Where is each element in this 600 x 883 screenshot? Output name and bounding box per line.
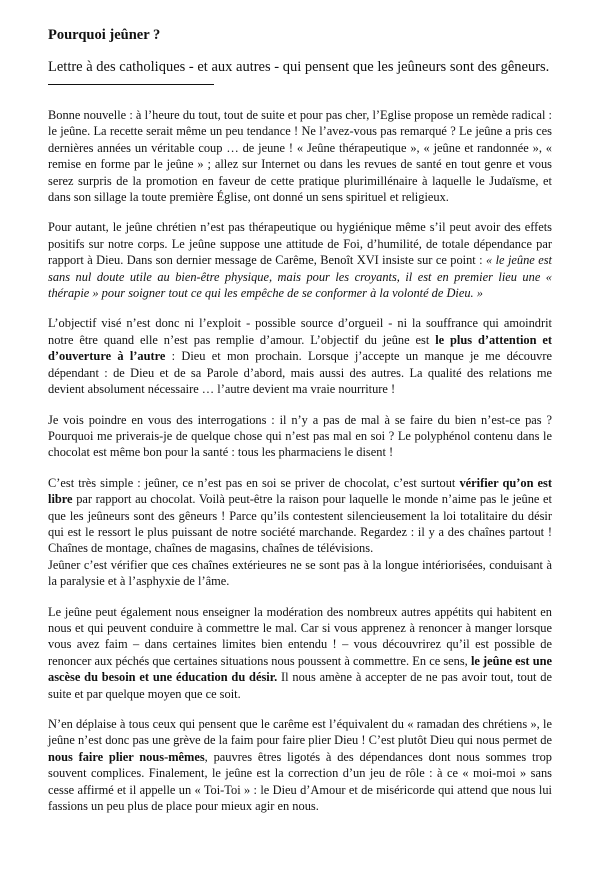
paragraph-5	[48, 475, 552, 557]
document-subtitle: Lettre à des catholiques - et aux autres - qui pensent que les jeûneurs sont des gêneurs.	[48, 59, 550, 75]
paragraph-7-text-b: , pauvres êtres ligotés à des dépendances dont nous sommes trop souvent complices. Finalement, le jeûne est la correction d’un jeu de rôle : à ce « moi-moi » sans cesse affirmé et il appelle un « Toi-Toi » : le Dieu d’Amour et de miséricorde qui attend que nous lui fassions un peu plus de place pour mieux agir en nous.	[48, 749, 552, 814]
paragraph-5-text-a: C’est très simple : jeûner, ce n’est pas en soi se priver de chocolat, c’est surtout	[48, 475, 460, 490]
paragraph-5-continuation: Jeûner c’est vérifier que ces chaînes extérieures ne se sont pas à la longue intériorisées, conduisant à la paralysie et à l’asphyxie de l’âme.	[48, 557, 552, 589]
paragraph-7	[48, 716, 552, 814]
paragraph-4: Je vois poindre en vous des interrogations : il n’y a pas de mal à se faire du bien n’est-ce pas ? Pourquoi me priverais-je de quelque chose qui n’est pas mal en soi ? Le polyphénol contenu dans le chocolat est même bon pour la santé : tous les pharmaciens le disent !	[48, 412, 552, 460]
paragraph-7-text-a: N’en déplaise à tous ceux qui pensent que le carême est l’équivalent du « ramadan des chrétiens », le jeûne n’est donc pas une grève de la faim pour faire plier Dieu ! C’est plutôt Dieu qui nous permet de	[48, 717, 552, 748]
paragraph-6-text-b: Il nous amène à accepter de ne pas avoir tout, tout de suite et par quelque moyen que ce soit.	[48, 670, 553, 701]
paragraph-2	[48, 219, 552, 301]
paragraph-7-emphasis: nous faire plier nous-mêmes	[48, 749, 205, 764]
paragraph-3-text-a: L’objectif visé n’est donc ni l’exploit - possible source d’orgueil - ni la souffrance qui amoindrit notre être quand elle n’est pas remplie d’amour. L’objectif du jeûne est	[48, 316, 552, 347]
paragraph-5-text-b: par rapport au chocolat. Voilà peut-être la raison pour laquelle le monde n’aime pas le jeûne et que les jeûneurs sont des gêneurs ! Parce qu’ils contestent silencieusement la loi totalitaire du désir qui est le ressort le plus puissant de notre société marchande. Regardez : il y a des chaînes partout ! Chaînes de montage, chaînes de magasins, chaînes de télévisions.	[48, 492, 552, 556]
separator-line	[48, 84, 214, 85]
paragraph-6	[48, 604, 552, 702]
document-title: Pourquoi jeûner ?	[48, 27, 161, 43]
paragraph-3	[48, 315, 552, 397]
paragraph-6-emphasis: le jeûne est une ascèse du besoin et une éducation du désir.	[48, 653, 553, 685]
paragraph-3-text-b: : Dieu et mon prochain. Lorsque j’accepte un manque je me découvre dépendant : de Dieu et de sa Parole d’abord, mais aussi des autres. La qualité des relations me devient absolument nécessaire … l’autre devient ma vraie nourriture !	[48, 349, 552, 397]
paragraph-3-emphasis: le plus d’attention et d’ouverture à l’autre	[48, 332, 553, 364]
paragraph-6-text-a: Le jeûne peut également nous enseigner la modération des nombreux autres appétits qui habitent en nous et qui peuvent conduire à commettre le mal. Car si vous apprenez à renoncer à manger lorsque vous avez faim – dans certaines limites bien entendu ! – vous découvrirez qu’il est possible de renoncer aux péchés que certaines situations nous poussent à commettre. En ce sens,	[48, 604, 552, 668]
paragraph-1: Bonne nouvelle : à l’heure du tout, tout de suite et pour pas cher, l’Eglise propose un remède radical : le jeûne. La recette serait même un peu tendance ! Ne l’avez-vous pas remarqué ? Le jeûne a pris ces dernières années un véritable coup … de jeune ! « Jeûne thérapeutique », « jeûne et randonnée », « remise en forme par le jeûne » ; allez sur Internet ou dans les revues de santé en tout genre et vous serez surpris de la promotion en faveur de cette pratique plurimillénaire à laquelle le Judaïsme, et dans son sillage la toute première Église, ont donné un sens spirituel et religieux.	[48, 108, 552, 205]
paragraph-5-emphasis: vérifier qu’on est libre	[48, 475, 552, 507]
paragraph-2-text: Pour autant, le jeûne chrétien n’est pas thérapeutique ou hygiénique même s’il peut avoir des effets positifs sur notre corps. Le jeûne suppose une attitude de Foi, d’humilité, de totale dépendance par rapport à Dieu. Dans son dernier message de Carême, Benoît XVI insiste sur ce point :	[48, 220, 552, 268]
paragraph-2-quote: « le jeûne est sans nul doute utile au bien-être physique, mais pour les croyants, il est en premier lieu une « thérapie » pour soigner tout ce qui les empêche de se conformer à la volonté de Dieu. »	[48, 253, 552, 301]
